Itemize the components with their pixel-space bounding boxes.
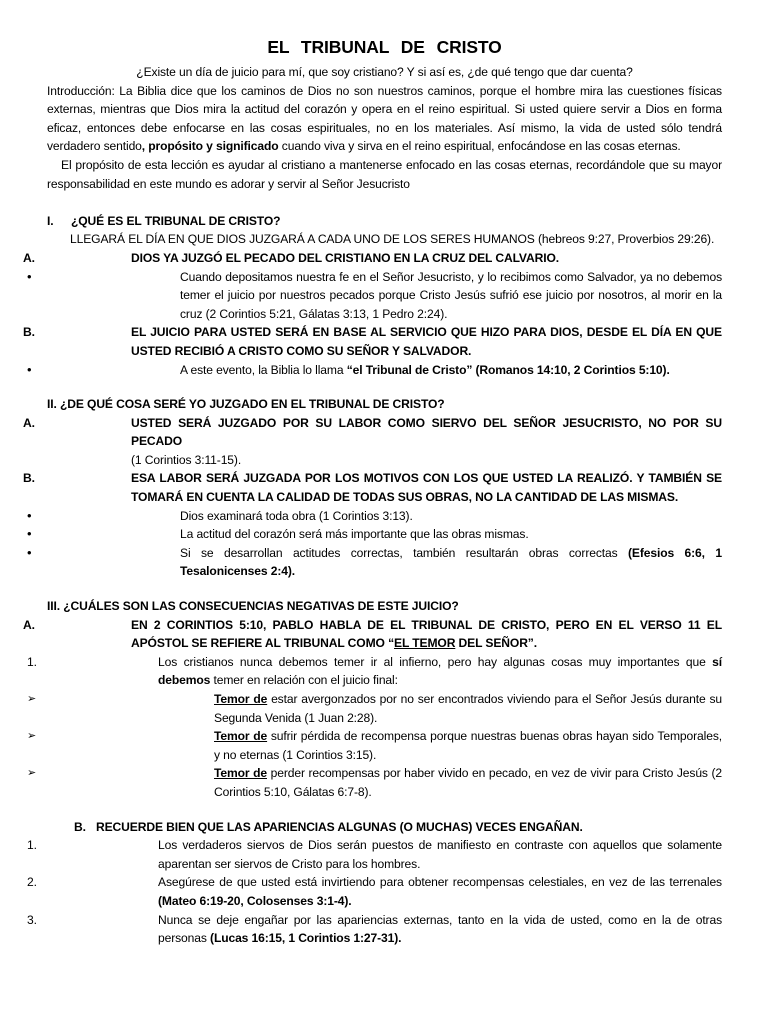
bullet-icon: • <box>27 544 32 560</box>
section-3-point-a-text-post: DEL SEÑOR”. <box>455 636 537 651</box>
point-marker: A. <box>23 617 35 632</box>
section-1-point-b-text: EL JUICIO PARA USTED SERÁ EN BASE AL SERVICIO QUE HIZO PARA DIOS, DESDE EL DÍA EN QUE USTED RECIBIÓ A CRISTO COMO SU SEÑOR Y SALVADOR. <box>131 325 722 358</box>
section-3-b-numbered-1-text: Los verdaderos siervos de Dios serán puestos de manifiesto en contraste con aquellos que solamente aparentan ser siervos de Cristo para los hombres. <box>158 838 722 871</box>
section-3-point-a-text-underlined: EL TEMOR <box>394 636 456 651</box>
section-2-heading: II. ¿DE QUÉ COSA SERÉ YO JUZGADO EN EL TRIBUNAL DE CRISTO? <box>47 397 445 412</box>
temor-label: Temor de <box>214 692 268 706</box>
point-marker: A. <box>23 250 35 265</box>
section-3-numbered-1 <box>27 653 722 690</box>
document-title: EL TRIBUNAL DE CRISTO <box>267 37 502 57</box>
section-3-arrow-2 <box>27 727 722 764</box>
section-3-heading: III. ¿CUÁLES SON LAS CONSECUENCIAS NEGATIVAS DE ESTE JUICIO? <box>47 599 459 614</box>
section-2-bullet-3-text-b: (Efesios 6:6, 1 Tesalonicenses 2:4). <box>180 545 722 579</box>
section-3-numbered-1-text-a: Los cristianos nunca debemos temer ir al infierno, pero hay algunas cosas muy importantes que <box>158 654 713 669</box>
point-marker: B. <box>23 325 35 340</box>
section-1-subheading: LLEGARÁ EL DÍA EN QUE DIOS JUZGARÁ A CADA UNO DE LOS SERES HUMANOS (hebreos 9:27, Proverbios 29:26). <box>70 232 715 247</box>
bullet-icon: • <box>27 526 32 542</box>
section-3-b-numbered-2-text-a: Asegúrese de que usted está invirtiendo para obtener recompensas celestiales, en vez de las terrenales <box>158 875 722 890</box>
section-3-b-numbered-2-text-b: (Mateo 6:19-20, Colosenses 3:1-4). <box>158 893 352 908</box>
section-3-point-a-text-pre: EN 2 CORINTIOS 5:10, PABLO HABLA DE EL TRIBUNAL DE CRISTO, PERO EN EL VERSO 11 EL APÓSTOL SE REFIERE AL TRIBUNAL COMO “ <box>131 617 722 651</box>
section-2-bullet-1 <box>27 507 722 526</box>
section-2-bullet-1-text: Dios examinará toda obra (1 Corintios 3:13). <box>180 508 413 523</box>
section-3-b-numbered-3-text-a: Nunca se deje engañar por las apariencias externas, tanto en la vida de usted, como en la de otras personas <box>158 912 722 946</box>
arrow-icon: ➢ <box>27 693 37 705</box>
bullet-icon: • <box>27 361 32 377</box>
opening-question: ¿Existe un día de juicio para mí, que soy cristiano? Y si así es, ¿de qué tengo que dar cuenta? <box>136 65 633 79</box>
intro-text-bold: , propósito y significado <box>141 139 279 154</box>
number-marker: 3. <box>27 912 37 927</box>
section-3-b-numbered-1 <box>27 836 722 873</box>
section-2-bullet-2 <box>27 525 722 544</box>
number-marker: 1. <box>27 838 37 853</box>
section-3-numbered-1-text-b: sí debemos <box>158 654 722 688</box>
section-2-point-a-text: USTED SERÁ JUZGADO POR SU LABOR COMO SIERVO DEL SEÑOR JESUCRISTO, NO POR SU PECADO <box>131 415 722 449</box>
section-1-point-b-bullet-text-a: A este evento, la Biblia lo llama <box>180 362 347 377</box>
section-1-point-b-bullet-text-b: “el Tribunal de Cristo” (Romanos 14:10, 2 Corintios 5:10). <box>346 362 670 377</box>
introduction-paragraph <box>47 82 722 156</box>
section-3-numbered-1-text-c: temer en relación con el juicio final: <box>210 673 398 688</box>
section-2-point-a-reference: (1 Corintios 3:11-15). <box>131 452 242 467</box>
section-1-point-a-text: DIOS YA JUZGÓ EL PECADO DEL CRISTIANO EN LA CRUZ DEL CALVARIO. <box>131 250 559 265</box>
section-2-point-a <box>23 414 722 451</box>
point-marker: B. <box>23 471 35 486</box>
section-3-arrow-3 <box>27 764 723 801</box>
intro-text-b: cuando viva y sirva en el reino espiritual, enfocándose en las cosas eternas. <box>278 139 681 154</box>
point-marker: B. <box>74 819 86 834</box>
section-3-point-b-text: RECUERDE BIEN QUE LAS APARIENCIAS ALGUNAS (O MUCHAS) VECES ENGAÑAN. <box>96 819 583 834</box>
section-1-heading <box>47 212 722 231</box>
bullet-icon: • <box>27 268 32 284</box>
section-2-point-b-text: ESA LABOR SERÁ JUZGADA POR LOS MOTIVOS CON LOS QUE USTED LA REALIZÓ. Y TAMBIÉN SE TOMARÁ EN CUENTA LA CALIDAD DE TODAS SUS OBRAS, NO LA CANTIDAD DE LAS MISMAS. <box>131 471 722 505</box>
section-3-b-numbered-3-text-b: (Lucas 16:15, 1 Corintios 1:27-31). <box>210 931 402 946</box>
section-2-point-b <box>23 469 722 506</box>
section-2-bullet-2-text: La actitud del corazón será más importante que las obras mismas. <box>180 527 529 542</box>
section-3-arrow-3-text: perder recompensas por haber vivido en pecado, en vez de vivir para Cristo Jesús (2 Corintios 5:10, Gálatas 6:7-8). <box>214 766 723 799</box>
number-marker: 2. <box>27 875 37 890</box>
arrow-icon: ➢ <box>27 767 37 780</box>
purpose-paragraph: El propósito de esta lección es ayudar al cristiano a mantenerse enfocado en las cosas eternas, recordándole que su mayor responsabilidad en este mundo es adorar y servir al Señor Jesucristo <box>47 157 722 191</box>
intro-text-a: Introducción: La Biblia dice que los caminos de Dios no son nuestros caminos, porque el hombre mira las cuestiones físicas externas, mientras que Dios mira la actitud del corazón y opera en el reino espiritual. Si usted quiere servir a Dios en forma eficaz, entonces debe enfocarse en las cosas espirituales, no en los materiales. Así mismo, la vida de usted sólo tendrá verdadero sentido <box>47 83 722 154</box>
section-3-point-a <box>23 616 722 653</box>
arrow-icon: ➢ <box>27 730 37 743</box>
section-1-point-b <box>23 323 722 360</box>
section-3-b-numbered-2 <box>27 873 722 910</box>
temor-label: Temor de <box>214 766 267 781</box>
section-1-number: I. <box>47 213 54 228</box>
section-3-b-numbered-3 <box>27 911 722 948</box>
bullet-icon: • <box>27 507 32 523</box>
section-1-title: ¿QUÉ ES EL TRIBUNAL DE CRISTO? <box>71 213 281 228</box>
section-2-bullet-3-text-a: Si se desarrollan actitudes correctas, también resultarán obras correctas <box>180 545 628 560</box>
section-3-arrow-1 <box>27 690 722 727</box>
section-2-bullet-3 <box>27 544 722 581</box>
section-1-point-a <box>23 249 722 268</box>
section-3-arrow-2-text: sufrir pérdida de recompensa porque nuestras buenas obras hayan sido Temporales, y no eternas (1 Corintios 3:15). <box>214 729 722 762</box>
point-marker: A. <box>23 415 35 430</box>
number-marker: 1. <box>27 654 37 669</box>
section-3-point-b <box>47 818 722 837</box>
section-3-arrow-1-text: estar avergonzados por no ser encontrados viviendo para el Señor Jesús durante su Segunda Venida (1 Juan 2:28). <box>214 692 722 725</box>
section-1-point-a-bullet-text: Cuando depositamos nuestra fe en el Señor Jesucristo, y lo recibimos como Salvador, ya no debemos temer el juicio por nuestros pecados porque Cristo Jesús sufrió ese juicio por nosotros, al morir en la cruz (2 Corintios 5:21, Gálatas 3:13, 1 Pedro 2:24). <box>180 269 722 321</box>
section-1-point-b-bullet <box>27 361 722 380</box>
temor-label: Temor de <box>214 729 268 744</box>
section-1-point-a-bullet <box>27 268 722 324</box>
